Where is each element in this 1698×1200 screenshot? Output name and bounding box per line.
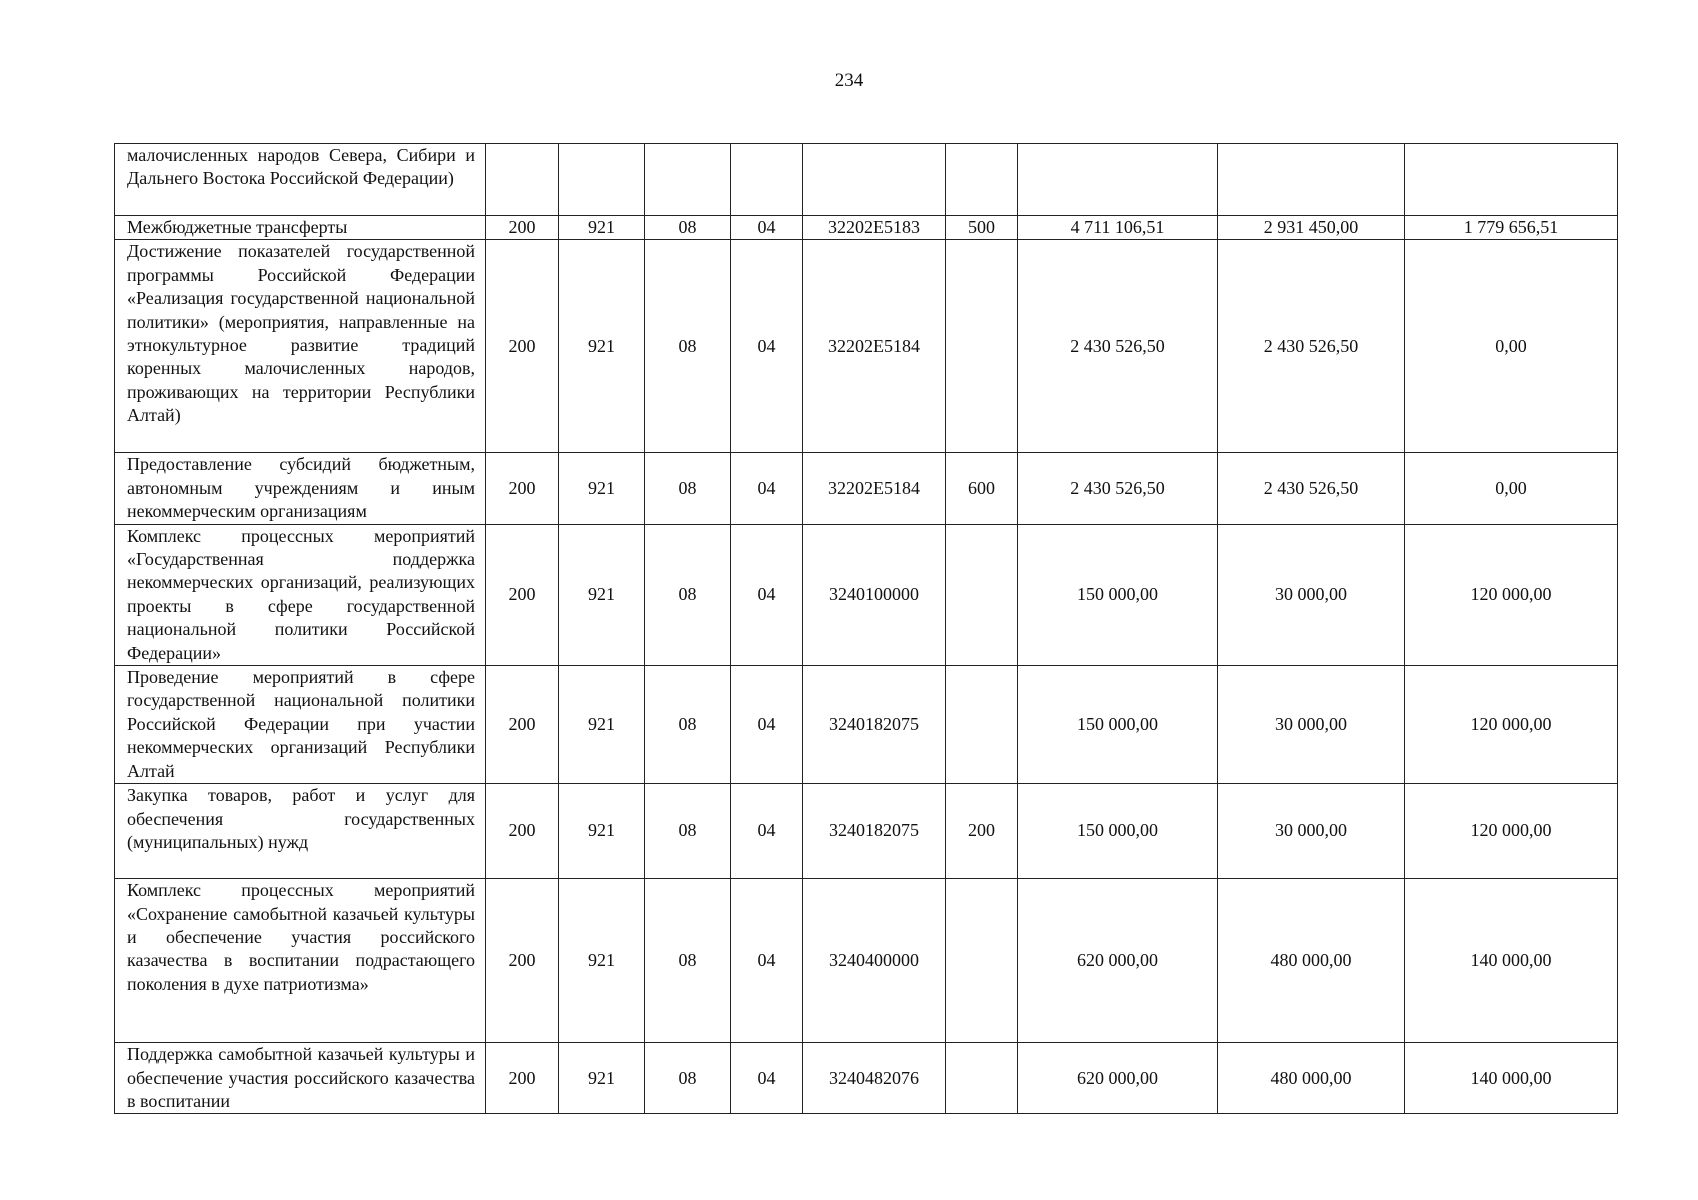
total-amount-cell: 150 000,00 (1018, 524, 1218, 665)
rz-cell: 08 (645, 879, 731, 1043)
federal-amount-cell: 2 931 450,00 (1218, 216, 1405, 240)
csr-cell: 3240182075 (803, 784, 946, 879)
ved-cell: 200 (486, 666, 559, 784)
vr-cell (946, 879, 1018, 1043)
table-row (115, 240, 1618, 453)
ved-cell: 200 (486, 240, 559, 453)
row-name-cell: Поддержка самобытной казачьей культуры и обеспечение участия российского казачества в воспитании (115, 1043, 486, 1114)
rz-cell (645, 144, 731, 216)
republic-amount-cell: 120 000,00 (1405, 666, 1618, 784)
pr-cell (731, 144, 803, 216)
pr-cell: 04 (731, 1043, 803, 1114)
vr-cell: 500 (946, 216, 1018, 240)
pr-cell: 04 (731, 666, 803, 784)
gl-cell: 921 (559, 666, 645, 784)
rz-cell: 08 (645, 524, 731, 665)
csr-cell: 32202E5184 (803, 453, 946, 524)
gl-cell: 921 (559, 1043, 645, 1114)
rz-cell: 08 (645, 216, 731, 240)
gl-cell: 921 (559, 216, 645, 240)
ved-cell: 200 (486, 879, 559, 1043)
ved-cell: 200 (486, 216, 559, 240)
federal-amount-cell: 2 430 526,50 (1218, 453, 1405, 524)
ved-cell: 200 (486, 1043, 559, 1114)
row-name-cell: Комплекс процессных мероприятий «Сохранение самобытной казачьей культуры и обеспечение участия российского казачества в воспитании подрастающего поколения в духе патриотизма» (115, 879, 486, 1043)
csr-cell: 3240400000 (803, 879, 946, 1043)
row-name-cell: Комплекс процессных мероприятий «Государственная поддержка некоммерческих организаций, реализующих проекты в сфере государственной национальной политики Российской Федерации» (115, 524, 486, 665)
total-amount-cell: 620 000,00 (1018, 1043, 1218, 1114)
table-row (115, 524, 1618, 665)
ved-cell: 200 (486, 453, 559, 524)
ved-cell: 200 (486, 524, 559, 665)
row-name-cell: Проведение мероприятий в сфере государственной национальной политики Российской Федерации при участии некоммерческих организаций Республики Алтай (115, 666, 486, 784)
republic-amount-cell: 140 000,00 (1405, 879, 1618, 1043)
gl-cell: 921 (559, 784, 645, 879)
gl-cell (559, 144, 645, 216)
table-row (115, 144, 1618, 216)
ved-cell (486, 144, 559, 216)
pr-cell: 04 (731, 453, 803, 524)
csr-cell: 3240482076 (803, 1043, 946, 1114)
vr-cell (946, 240, 1018, 453)
rz-cell: 08 (645, 784, 731, 879)
vr-cell (946, 524, 1018, 665)
pr-cell: 04 (731, 524, 803, 665)
pr-cell: 04 (731, 240, 803, 453)
row-name-cell: Предоставление субсидий бюджетным, автономным учреждениям и иным некоммерческим организациям (115, 453, 486, 524)
csr-cell: 3240100000 (803, 524, 946, 665)
gl-cell: 921 (559, 240, 645, 453)
budget-table (114, 143, 1618, 1114)
row-name-cell: Достижение показателей государственной программы Российской Федерации «Реализация государственной национальной политики» (мероприятия, направленные на этнокультурное развитие традиций коренных малочисленных народов, проживающих на территории Республики Алтай) (115, 240, 486, 453)
csr-cell: 3240182075 (803, 666, 946, 784)
total-amount-cell: 2 430 526,50 (1018, 453, 1218, 524)
csr-cell (803, 144, 946, 216)
row-name-cell: Закупка товаров, работ и услуг для обеспечения государственных (муниципальных) нужд (115, 784, 486, 879)
gl-cell: 921 (559, 453, 645, 524)
republic-amount-cell (1405, 144, 1618, 216)
republic-amount-cell: 0,00 (1405, 240, 1618, 453)
csr-cell: 32202E5183 (803, 216, 946, 240)
total-amount-cell: 150 000,00 (1018, 784, 1218, 879)
vr-cell (946, 666, 1018, 784)
total-amount-cell: 4 711 106,51 (1018, 216, 1218, 240)
rz-cell: 08 (645, 453, 731, 524)
row-name-cell: малочисленных народов Севера, Сибири и Дальнего Востока Российской Федерации) (115, 144, 486, 216)
vr-cell: 600 (946, 453, 1018, 524)
table-row (115, 216, 1618, 240)
pr-cell: 04 (731, 784, 803, 879)
total-amount-cell: 150 000,00 (1018, 666, 1218, 784)
federal-amount-cell: 30 000,00 (1218, 524, 1405, 665)
republic-amount-cell: 0,00 (1405, 453, 1618, 524)
table-row (115, 1043, 1618, 1114)
rz-cell: 08 (645, 666, 731, 784)
federal-amount-cell: 480 000,00 (1218, 1043, 1405, 1114)
table-row (115, 666, 1618, 784)
vr-cell (946, 144, 1018, 216)
republic-amount-cell: 120 000,00 (1405, 524, 1618, 665)
federal-amount-cell: 480 000,00 (1218, 879, 1405, 1043)
total-amount-cell: 620 000,00 (1018, 879, 1218, 1043)
csr-cell: 32202E5184 (803, 240, 946, 453)
republic-amount-cell: 1 779 656,51 (1405, 216, 1618, 240)
republic-amount-cell: 140 000,00 (1405, 1043, 1618, 1114)
ved-cell: 200 (486, 784, 559, 879)
total-amount-cell (1018, 144, 1218, 216)
federal-amount-cell: 30 000,00 (1218, 784, 1405, 879)
federal-amount-cell (1218, 144, 1405, 216)
pr-cell: 04 (731, 879, 803, 1043)
vr-cell (946, 1043, 1018, 1114)
gl-cell: 921 (559, 879, 645, 1043)
federal-amount-cell: 2 430 526,50 (1218, 240, 1405, 453)
table-row (115, 453, 1618, 524)
total-amount-cell: 2 430 526,50 (1018, 240, 1218, 453)
rz-cell: 08 (645, 240, 731, 453)
pr-cell: 04 (731, 216, 803, 240)
page-number: 234 (834, 70, 864, 91)
table-row (115, 784, 1618, 879)
gl-cell: 921 (559, 524, 645, 665)
republic-amount-cell: 120 000,00 (1405, 784, 1618, 879)
table-row (115, 879, 1618, 1043)
rz-cell: 08 (645, 1043, 731, 1114)
vr-cell: 200 (946, 784, 1018, 879)
federal-amount-cell: 30 000,00 (1218, 666, 1405, 784)
row-name-cell: Межбюджетные трансферты (115, 216, 486, 240)
